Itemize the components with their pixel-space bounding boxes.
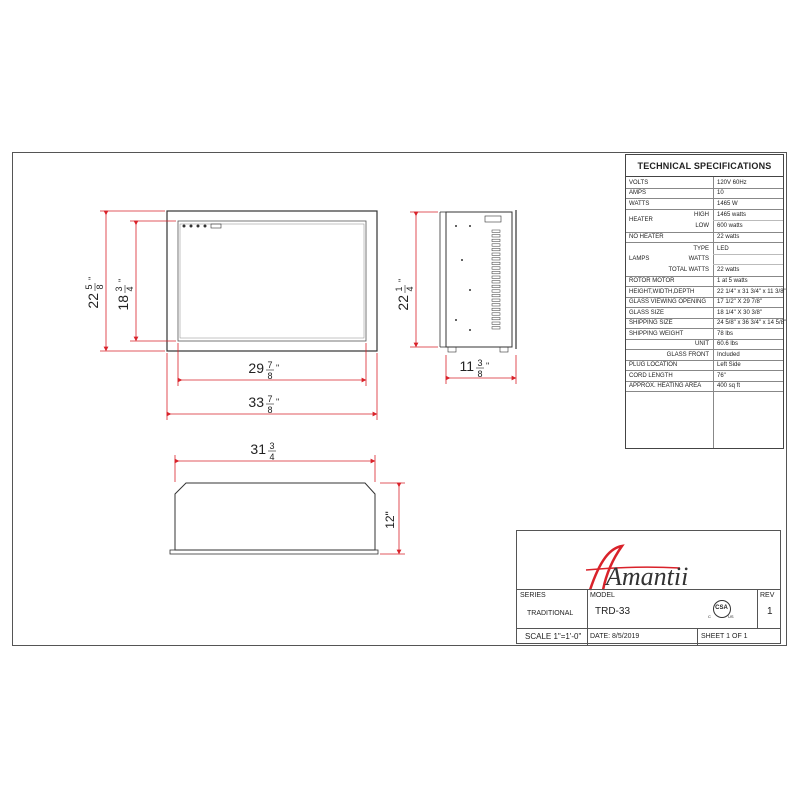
svg-text:7: 7 <box>267 360 273 370</box>
vent-slot <box>492 262 500 264</box>
front-glass-opening <box>178 221 366 341</box>
svg-text:11: 11 <box>459 358 474 374</box>
specs-title: TECHNICAL SPECIFICATIONS <box>626 155 783 177</box>
dim-front-width-inner <box>248 360 279 381</box>
csa-c: C <box>708 614 711 619</box>
vent-slot <box>492 239 500 241</box>
vent-slot <box>492 235 500 237</box>
svg-text:8: 8 <box>95 284 105 290</box>
vent-slot <box>492 267 500 269</box>
side-view <box>440 210 516 352</box>
front-glass-inner <box>180 224 364 338</box>
svg-text:1: 1 <box>394 286 404 292</box>
spec-label: NO HEATER <box>629 234 664 240</box>
spec-value: Included <box>717 351 740 358</box>
dim-front-height-outer <box>84 277 105 309</box>
spec-sublabel: LOW <box>695 222 709 229</box>
vent-slot <box>492 313 500 315</box>
spec-value: LED <box>717 245 729 252</box>
scale-text: SCALE 1"=1'-0" <box>525 632 582 641</box>
spec-label: PLUG LOCATION <box>629 362 678 368</box>
spec-value: 60.6 lbs <box>717 341 739 347</box>
front-view <box>167 211 377 351</box>
vent-slot <box>492 294 500 296</box>
spec-label: WATTS <box>629 200 650 207</box>
spec-value: 1 at 5 watts <box>717 278 748 284</box>
spec-label: ROTOR MOTOR <box>629 278 675 284</box>
svg-text:12": 12" <box>383 511 397 529</box>
vent-slot <box>492 299 500 301</box>
svg-text:": " <box>117 278 127 282</box>
vent-slot <box>492 253 500 255</box>
spec-sublabel: WATTS <box>688 256 709 262</box>
vent-slot <box>492 244 500 246</box>
spec-value: 10 <box>717 190 724 196</box>
spec-value: 17 1/2" X 29 7/8" <box>717 299 762 305</box>
dim-front-height-inner <box>114 279 135 311</box>
side-body <box>446 212 512 347</box>
svg-text:7: 7 <box>267 394 273 404</box>
vent-slot <box>492 285 500 287</box>
vent-slot <box>492 258 500 260</box>
top-front-trim <box>170 550 378 554</box>
spec-label: UNIT <box>695 341 709 347</box>
date-text: DATE: 8/5/2019 <box>590 633 640 640</box>
spec-label: SHIPPING SIZE <box>629 320 673 326</box>
spec-label: HEATER <box>629 217 653 223</box>
svg-text:4: 4 <box>405 286 415 292</box>
svg-text:5: 5 <box>84 284 94 290</box>
control-buttons <box>183 224 222 228</box>
series-value: TRADITIONAL <box>527 610 574 617</box>
vent-slot <box>492 327 500 329</box>
svg-text:8: 8 <box>477 369 483 379</box>
svg-text:Amantii: Amantii <box>606 562 689 591</box>
front-outer-frame <box>167 211 377 351</box>
top-outline <box>175 483 375 550</box>
spec-label: APPROX. HEATING AREA <box>629 383 702 389</box>
spec-value: Left Side <box>717 362 741 368</box>
spec-label: GLASS SIZE <box>629 309 665 316</box>
svg-text:3: 3 <box>269 441 275 451</box>
spec-value: 120V 60Hz <box>717 179 747 186</box>
svg-text:4: 4 <box>125 286 135 292</box>
svg-text:": " <box>276 363 280 373</box>
svg-text:33: 33 <box>248 394 264 410</box>
vent-slot <box>492 248 500 250</box>
svg-text:29: 29 <box>248 360 264 376</box>
svg-text:": " <box>87 276 97 280</box>
svg-text:18: 18 <box>115 295 131 311</box>
spec-sublabel: TYPE <box>693 245 709 252</box>
vent-slot <box>492 281 500 283</box>
vent-slot <box>492 317 500 319</box>
spec-label: GLASS VIEWING OPENING <box>629 299 707 305</box>
vent-slot <box>492 308 500 310</box>
svg-text:8: 8 <box>267 405 273 415</box>
svg-text:": " <box>276 397 280 407</box>
title-block <box>516 530 781 644</box>
vent-slot <box>492 290 500 292</box>
rev-label: REV <box>760 592 775 599</box>
spec-value: 76" <box>717 372 726 379</box>
svg-text:4: 4 <box>269 452 275 462</box>
spec-label: GLASS FRONT <box>666 351 709 358</box>
spec-value: 1465 W <box>717 200 738 207</box>
vent-slot <box>492 276 500 278</box>
dim-side-height <box>394 279 415 311</box>
dim-front-width-outer <box>248 394 279 415</box>
csa-mark-text: CSA <box>715 605 728 611</box>
spec-value: 400 sq ft <box>717 383 741 389</box>
spec-value: 22 1/4" x 31 3/4" x 11 3/8" <box>717 288 786 295</box>
spec-value: 1465 watts <box>717 212 747 218</box>
vent-slot <box>492 271 500 273</box>
spec-label: SHIPPING WEIGHT <box>629 330 684 337</box>
side-screws <box>455 225 471 331</box>
spec-value: 78 lbs <box>717 330 734 337</box>
dim-top-depth <box>383 511 397 529</box>
dim-top-width <box>250 441 276 462</box>
side-vent-slots <box>492 230 500 329</box>
spec-label: VOLTS <box>629 179 649 186</box>
top-view <box>170 483 378 554</box>
vent-slot <box>492 230 500 232</box>
spec-label: CORD LENGTH <box>629 372 673 379</box>
svg-text:31: 31 <box>250 441 266 457</box>
svg-text:": " <box>486 361 490 371</box>
csa-us: US <box>728 614 734 619</box>
model-value: TRD-33 <box>595 606 631 617</box>
spec-value: 24 5/8" x 36 3/4" x 14 5/8" <box>717 320 787 326</box>
sheet-text: SHEET 1 OF 1 <box>701 633 748 640</box>
rev-value: 1 <box>767 606 773 617</box>
svg-text:": " <box>397 278 407 282</box>
technical-specifications-table <box>625 154 787 449</box>
spec-sublabel: TOTAL WATTS <box>668 266 709 273</box>
vent-slot <box>492 322 500 324</box>
spec-value: 600 watts <box>717 222 743 229</box>
spec-value: 18 1/4" X 30 3/8" <box>717 309 762 316</box>
spec-value: 22 watts <box>717 266 740 273</box>
spec-sublabel: HIGH <box>694 212 709 218</box>
spec-label: LAMPS <box>629 255 650 262</box>
svg-text:3: 3 <box>477 358 483 368</box>
spec-label: HEIGHT,WIDTH,DEPTH <box>629 288 695 295</box>
dimension-lines <box>100 211 516 554</box>
dim-side-depth <box>459 358 489 379</box>
spec-value: 22 watts <box>717 234 740 240</box>
spec-label: AMPS <box>629 190 647 196</box>
svg-text:3: 3 <box>114 286 124 292</box>
svg-text:22: 22 <box>395 295 411 311</box>
svg-text:8: 8 <box>267 371 273 381</box>
vent-slot <box>492 304 500 306</box>
model-label: MODEL <box>590 592 615 599</box>
series-label: SERIES <box>520 592 546 599</box>
svg-text:22: 22 <box>85 293 101 309</box>
